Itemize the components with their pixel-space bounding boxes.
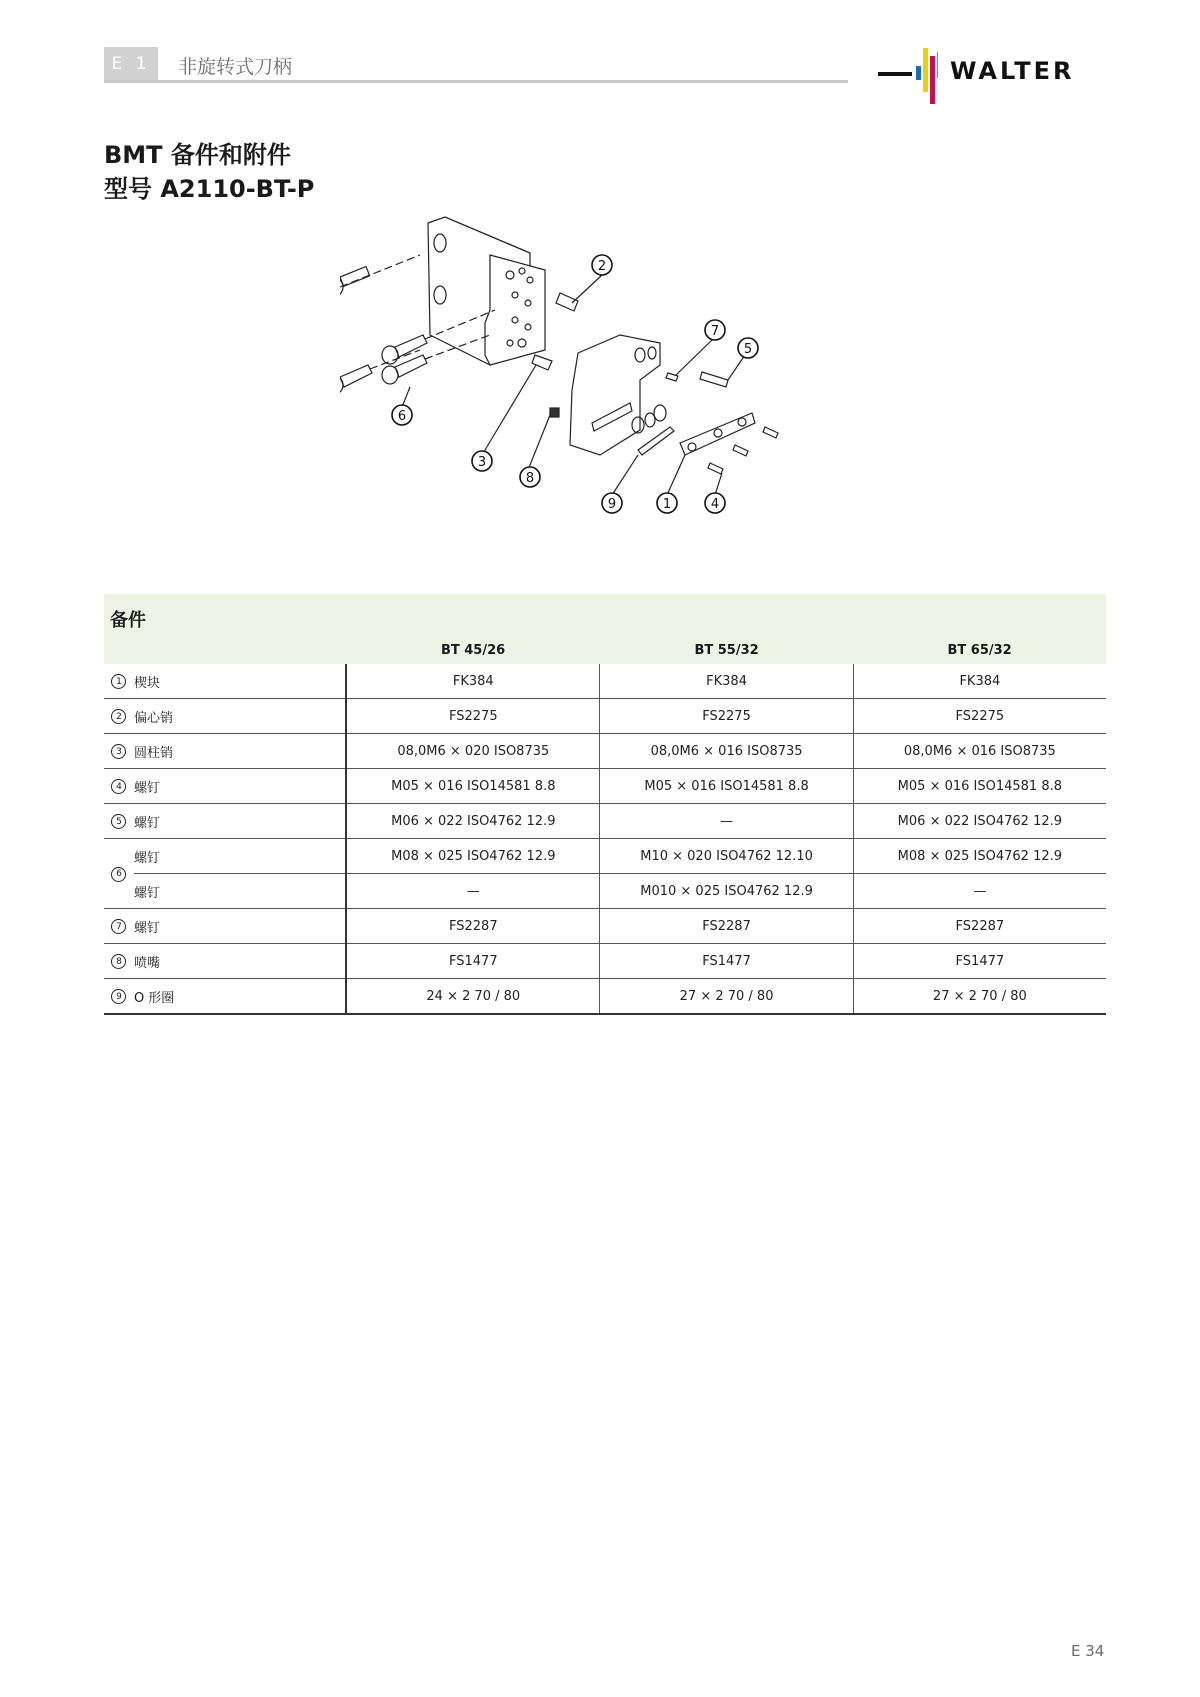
part-name: 偏心销 (134, 699, 346, 734)
part-value: FS1477 (853, 944, 1106, 979)
callout-8 (520, 467, 540, 487)
part-value: FK384 (346, 664, 600, 699)
part-value: — (346, 874, 600, 909)
part-value: M08 × 025 ISO4762 12.9 (346, 839, 600, 874)
table-header-row (104, 594, 1106, 664)
table-header-label: 备件 (104, 594, 346, 664)
item-number-badge: 1 (111, 674, 126, 689)
item-number-badge: 2 (111, 709, 126, 724)
item-number-badge: 9 (111, 989, 126, 1004)
svg-text:7: 7 (710, 324, 720, 339)
part-value: M10 × 020 ISO4762 12.10 (600, 839, 853, 874)
callout-1 (657, 493, 677, 513)
svg-text:6: 6 (397, 409, 407, 424)
section-tab: E 1 (104, 47, 158, 81)
part-value: 08,0M6 × 016 ISO8735 (853, 734, 1106, 769)
table-row (104, 734, 1106, 769)
item-number-badge: 4 (111, 779, 126, 794)
part-name: 楔块 (134, 664, 346, 699)
item-number-badge: 5 (111, 814, 126, 829)
part-value: FS2287 (346, 909, 600, 944)
part-value: M08 × 025 ISO4762 12.9 (853, 839, 1106, 874)
table-row (104, 769, 1106, 804)
svg-text:4: 4 (710, 497, 720, 512)
column-header: BT 65/32 (853, 594, 1106, 664)
table-row (104, 874, 1106, 909)
callout-9 (602, 493, 622, 513)
logo-text: WALTER (950, 57, 1075, 85)
part-value: 27 × 2 70 / 80 (853, 979, 1106, 1015)
part-name: 螺钉 (134, 769, 346, 804)
part-value: FS2275 (346, 699, 600, 734)
part-value: FK384 (853, 664, 1106, 699)
svg-text:9: 9 (607, 497, 617, 512)
callout-5 (738, 338, 758, 358)
svg-text:1: 1 (662, 497, 672, 512)
svg-text:3: 3 (477, 455, 487, 470)
callout-6 (392, 405, 412, 425)
part-name: O 形圈 (134, 979, 346, 1015)
walter-logo (878, 44, 1118, 106)
part-value: 27 × 2 70 / 80 (600, 979, 853, 1015)
part-value: FS2287 (600, 909, 853, 944)
table-row (104, 944, 1106, 979)
section-title: 非旋转式刀柄 (178, 56, 293, 78)
spare-parts-table (104, 594, 1106, 1015)
part-value: FS1477 (346, 944, 600, 979)
part-value: M05 × 016 ISO14581 8.8 (600, 769, 853, 804)
part-name: 圆柱销 (134, 734, 346, 769)
part-value: FS1477 (600, 944, 853, 979)
title-line-1: BMT 备件和附件 (104, 141, 291, 169)
svg-text:5: 5 (743, 342, 753, 357)
logo-bars-icon (878, 44, 938, 106)
callout-3 (472, 451, 492, 471)
item-number-badge: 3 (111, 744, 126, 759)
part-value: FS2287 (853, 909, 1106, 944)
column-header: BT 55/32 (600, 594, 853, 664)
part-value: — (853, 874, 1106, 909)
header-divider (104, 80, 848, 83)
part-value: FK384 (600, 664, 853, 699)
part-value: 08,0M6 × 016 ISO8735 (600, 734, 853, 769)
column-header: BT 45/26 (346, 594, 600, 664)
item-number-badge: 8 (111, 954, 126, 969)
table-row (104, 804, 1106, 839)
callout-2 (592, 255, 612, 275)
callout-7 (705, 320, 725, 340)
part-value: M010 × 025 ISO4762 12.9 (600, 874, 853, 909)
part-value: FS2275 (853, 699, 1106, 734)
title-line-2: 型号 A2110-BT-P (104, 175, 315, 203)
table-row (104, 909, 1106, 944)
page-number: E 34 (1071, 1642, 1105, 1660)
part-name: 螺钉 (134, 804, 346, 839)
part-value: 08,0M6 × 020 ISO8735 (346, 734, 600, 769)
part-value: M05 × 016 ISO14581 8.8 (853, 769, 1106, 804)
part-value: FS2275 (600, 699, 853, 734)
part-value: M06 × 022 ISO4762 12.9 (853, 804, 1106, 839)
item-number-badge: 6 (111, 867, 126, 882)
callout-4 (705, 493, 725, 513)
part-value: 24 × 2 70 / 80 (346, 979, 600, 1015)
table-row (104, 979, 1106, 1015)
part-value: — (600, 804, 853, 839)
svg-text:8: 8 (525, 471, 535, 486)
part-name: 螺钉 (134, 874, 346, 909)
item-number-badge: 7 (111, 919, 126, 934)
table-row (104, 839, 1106, 874)
page-title (104, 138, 314, 206)
part-name: 喷嘴 (134, 944, 346, 979)
svg-text:2: 2 (597, 259, 607, 274)
table-row (104, 664, 1106, 699)
part-name: 螺钉 (134, 839, 346, 874)
exploded-view-diagram (340, 215, 880, 565)
part-value: M05 × 016 ISO14581 8.8 (346, 769, 600, 804)
part-name: 螺钉 (134, 909, 346, 944)
part-value: M06 × 022 ISO4762 12.9 (346, 804, 600, 839)
table-row (104, 699, 1106, 734)
